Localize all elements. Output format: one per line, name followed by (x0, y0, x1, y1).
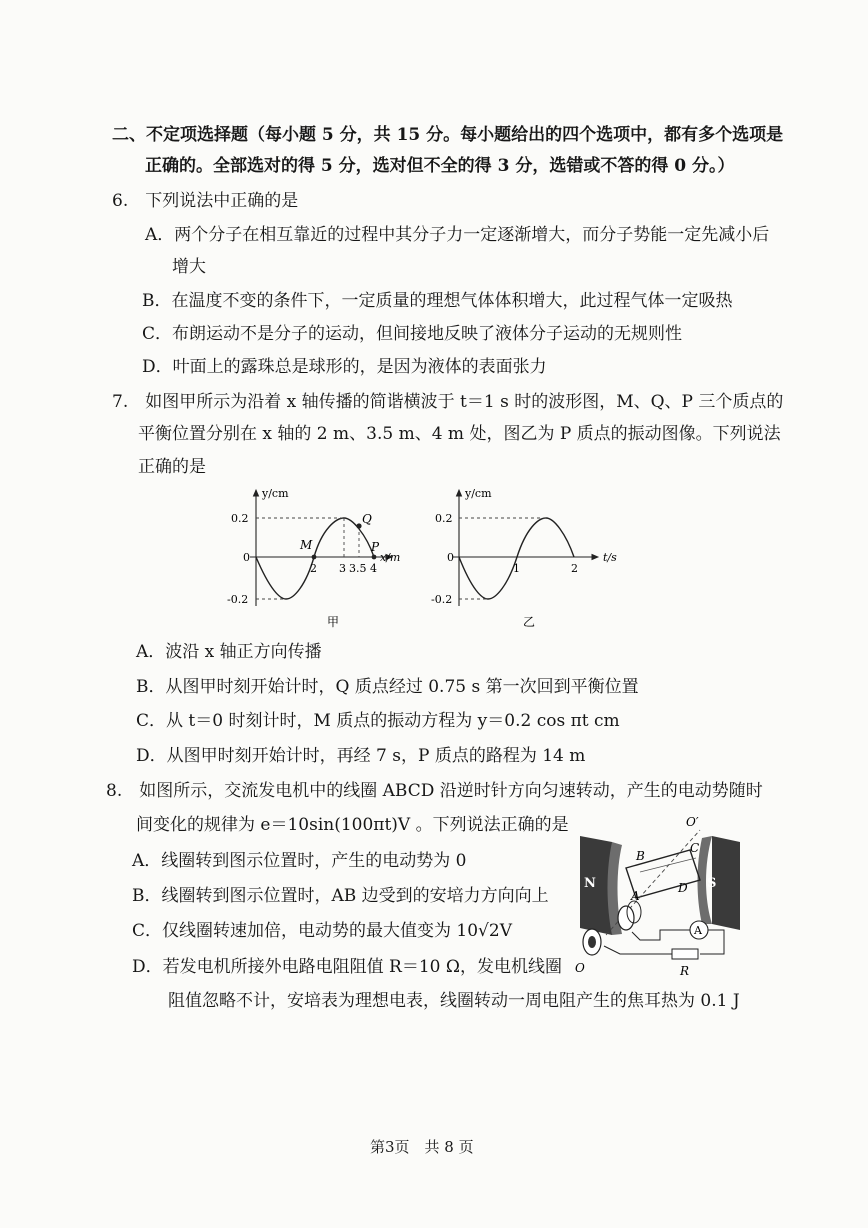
q6-option-a: A．两个分子在相互靠近的过程中其分子力一定逐渐增大，而分子势能一定先减小后 (145, 225, 770, 245)
q7-stem-line2: 平衡位置分别在 x 轴的 2 m、3.5 m、4 m 处，图乙为 P 质点的振动图像。下列说法 (138, 424, 781, 444)
y-axis-label: y/cm (262, 487, 289, 500)
point-m (312, 555, 317, 560)
section-header-line2: 正确的。全部选对的得 5 分，选对但不全的得 3 分，选错或不答的得 0 分。） (145, 156, 735, 176)
tick-label-3: 3 (339, 562, 346, 575)
q7-option-a: A．波沿 x 轴正方向传播 (136, 642, 322, 662)
label-n: N (584, 876, 596, 891)
slip-ring (618, 906, 634, 930)
q6-option-d: D．叶面上的露珠总是球形的，是因为液体的表面张力 (142, 357, 547, 377)
tick-label-0.2: 0.2 (231, 512, 249, 525)
point-q (356, 523, 361, 528)
q8-option-a: A．线圈转到图示位置时，产生的电动势为 0 (132, 851, 467, 871)
label-c: C (690, 841, 700, 855)
tick-label-4: 4 (370, 562, 377, 575)
q8-stem-line2: 间变化的规律为 e＝10sin(100πt)V 。下列说法正确的是 (136, 815, 569, 835)
tick-label-neg0.2: -0.2 (431, 593, 453, 606)
t-axis-label: t/s (603, 551, 617, 564)
page-footer: 第3页 共 8 页 (370, 1138, 474, 1156)
label-b: B (636, 849, 645, 863)
label-r: R (680, 964, 690, 978)
q8-option-c: C．仅线圈转速加倍，电动势的最大值变为 10√2V (132, 921, 512, 941)
q8-stem-line1: 8. 如图所示，交流发电机中的线圈 ABCD 沿逆时针方向匀速转动，产生的电动势随时 (106, 781, 763, 801)
tick-label-neg0.2: -0.2 (227, 593, 249, 606)
caption-jia: 甲 (327, 615, 340, 629)
q8-option-d-cont: 阻值忽略不计，安培表为理想电表，线圈转动一周电阻产生的焦耳热为 0.1 J (168, 991, 740, 1011)
q6-stem: 6. 下列说法中正确的是 (112, 191, 299, 211)
resistor-r (672, 949, 698, 959)
q8-option-b: B．线圈转到图示位置时，AB 边受到的安培力方向向上 (132, 886, 549, 906)
q6-option-a-cont: 增大 (172, 257, 206, 277)
label-o: O (575, 961, 585, 975)
label-d: D (678, 881, 688, 895)
q7-option-b: B．从图甲时刻开始计时，Q 质点经过 0.75 s 第一次回到平衡位置 (136, 677, 639, 697)
tick-label-1: 1 (513, 562, 520, 575)
tick-label-0: 0 (243, 551, 250, 564)
label-o-prime: O′ (686, 815, 699, 829)
label-s: S (707, 876, 717, 891)
label-q: Q (362, 512, 372, 526)
wave-graph-jia (222, 484, 422, 634)
section-header-line1: 二、不定项选择题（每小题 5 分，共 15 分。每小题给出的四个选项中，都有多个选项是 (112, 125, 784, 145)
label-p: P (371, 540, 380, 554)
vibration-curve (459, 518, 574, 599)
q7-stem-line1: 7. 如图甲所示为沿着 x 轴传播的简谐横波于 t＝1 s 时的波形图，M、Q、P 三个质点的 (112, 392, 784, 412)
vibration-graph-yi (430, 484, 630, 634)
ammeter-label: A (694, 924, 702, 937)
q7-stem-line3: 正确的是 (138, 457, 206, 477)
wire (632, 930, 690, 940)
label-m: M (300, 538, 313, 552)
q6-option-c: C．布朗运动不是分子的运动，但间接地反映了液体分子运动的无规则性 (142, 324, 683, 344)
tick-label-3.5: 3.5 (349, 562, 367, 575)
q7-option-c: C．从 t＝0 时刻计时，M 质点的振动方程为 y＝0.2 cos πt cm (136, 711, 620, 731)
caption-yi: 乙 (523, 615, 536, 629)
q8-option-d: D．若发电机所接外电路电阻阻值 R＝10 Ω，发电机线圈 (132, 957, 562, 977)
tick-label-2: 2 (571, 562, 578, 575)
point-p (372, 555, 377, 560)
x-axis-label: x/m (380, 551, 401, 564)
q7-option-d: D．从图甲时刻开始计时，再经 7 s，P 质点的路程为 14 m (136, 746, 586, 766)
tick-label-0.2: 0.2 (435, 512, 453, 525)
tick-label-0: 0 (447, 551, 454, 564)
tick-label-2: 2 (310, 562, 317, 575)
y-axis-label: y/cm (465, 487, 492, 500)
label-a: A (631, 889, 640, 903)
q6-option-b: B．在温度不变的条件下，一定质量的理想气体体积增大，此过程气体一定吸热 (142, 291, 733, 311)
generator-diagram (560, 810, 740, 980)
